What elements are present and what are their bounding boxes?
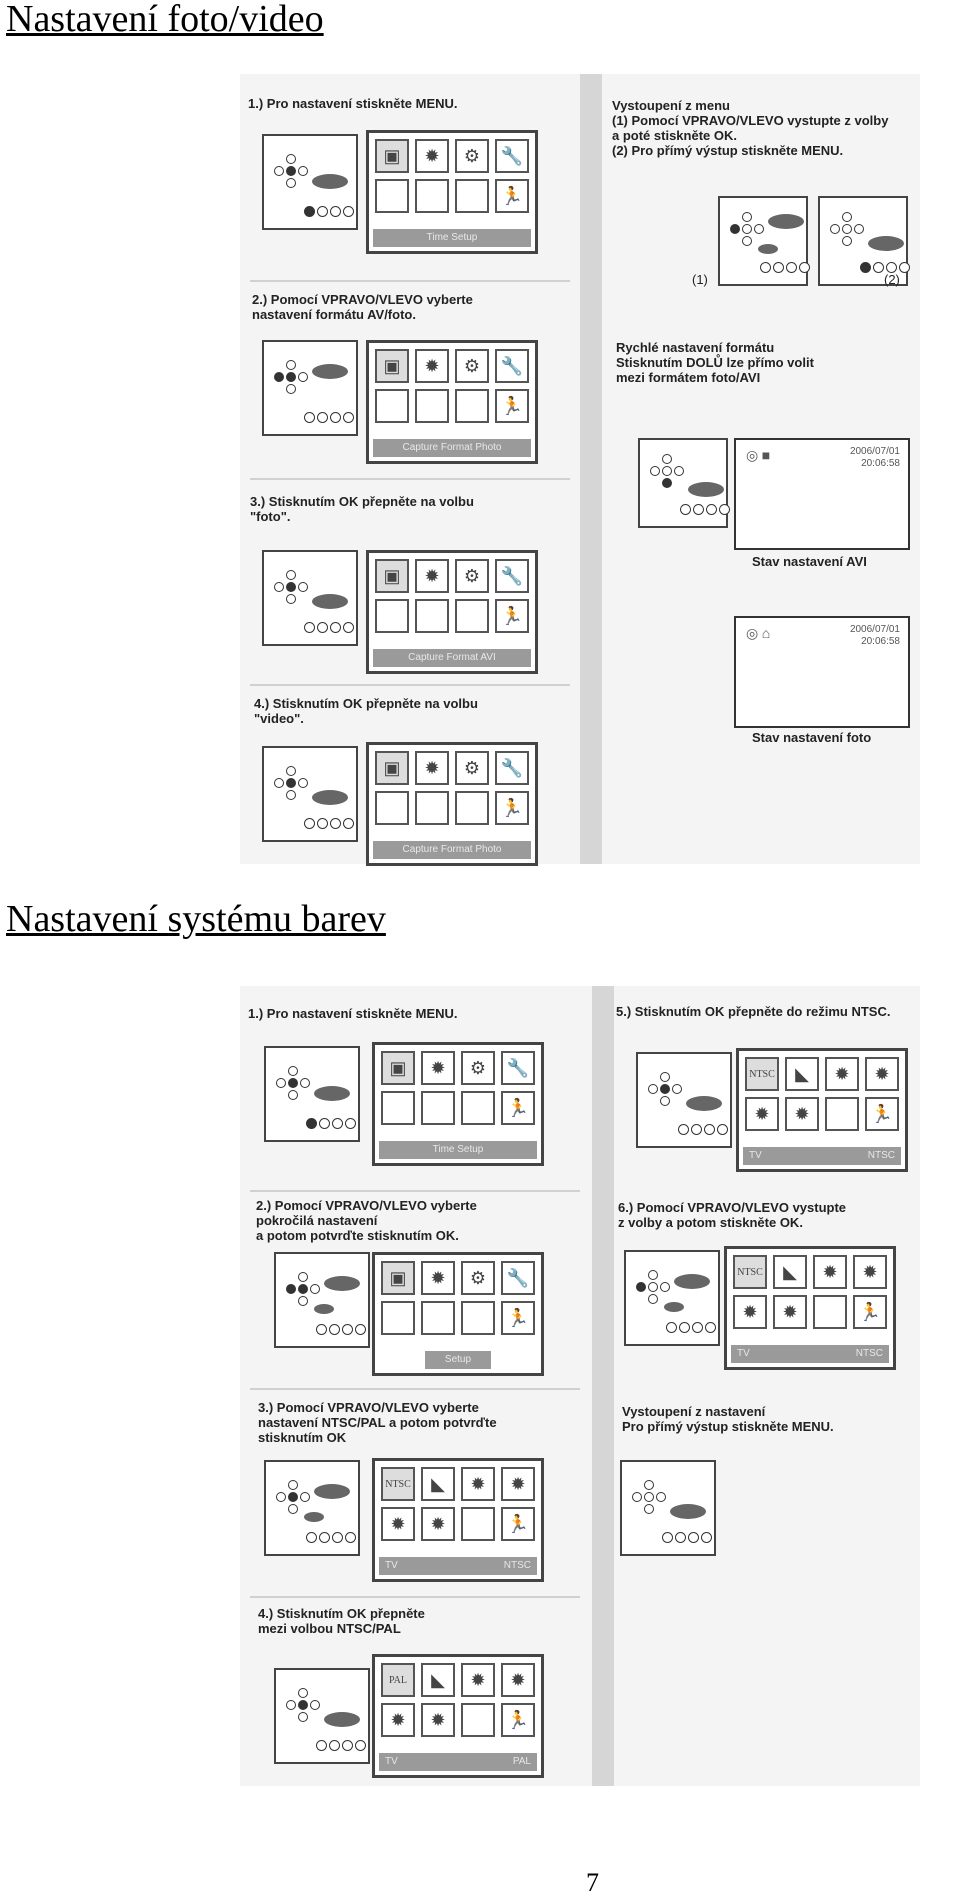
remote-control-icon [262,550,358,646]
menu-screen: ▣ ✹ ⚙ 🔧 🏃 Capture Format Photo [366,340,538,464]
menu-caption: Capture Format Photo [373,439,531,457]
menu-screen: ▣ ✹ ⚙ 🔧 🏃 Time Setup [366,130,538,254]
menu-caption: Capture Format Photo [373,841,531,859]
menu-screen: ▣ ✹ ⚙ 🔧 🏃 Capture Format AVI [366,550,538,674]
menu-caption: Time Setup [373,229,531,247]
menu-screen: NTSC ◣ ✹ ✹ ✹ ✹ 🏃 TV NTSC [724,1246,896,1370]
menu-status-bar [731,1345,889,1363]
menu-status-bar [379,1753,537,1771]
tv-label: TV [385,1560,398,1571]
avi-status-caption: Stav nastavení AVI [752,554,867,569]
photo-status-caption: Stav nastavení foto [752,730,872,745]
remote-control-icon [262,134,358,230]
color-step-3-text: 3.) Pomocí VPRAVO/VLEVO vyberte nastavení NTSC/PAL a potom potvrďte stisknutím OK [258,1400,497,1445]
remote-control-icon [620,1460,716,1556]
tv-label: TV [385,1756,398,1767]
section-title-color-system: Nastavení systému barev [6,898,386,940]
photo-mode-icon: ◎ ⌂ [746,627,771,642]
exit-settings-text: Vystoupení z nastavení Pro přímý výstup stiskněte MENU. [622,1404,834,1434]
menu-screen: ▣ ✹ ⚙ 🔧 🏃 Time Setup [372,1042,544,1166]
color-step-2-text: 2.) Pomocí VPRAVO/VLEVO vyberte pokročilá nastavení a potom potvrďte stisknutím OK. [256,1198,477,1243]
menu-screen: ▣ ✹ ⚙ 🔧 🏃 Capture Format Photo [366,742,538,866]
ntsc-tile: NTSC [745,1057,779,1091]
exit-menu-text: Vystoupení z menu (1) Pomocí VPRAVO/VLEVO vystupte z volby a poté stiskněte OK. (2) Pro přímý výstup stiskněte MENU. [612,98,889,158]
menu-caption: Time Setup [379,1141,537,1159]
system-label: NTSC [503,1560,531,1571]
section-title-photo-video: Nastavení foto/video [6,0,324,40]
step-4-text: 4.) Stisknutím OK přepněte na volbu "video". [254,696,478,726]
menu-caption: Setup [425,1351,491,1369]
menu-screen: PAL ◣ ✹ ✹ ✹ ✹ 🏃 TV PAL [372,1654,544,1778]
scan-panel-photo-video [240,74,920,864]
menu-screen: NTSC ◣ ✹ ✹ ✹ ✹ 🏃 TV NTSC [372,1458,544,1582]
scan-panel-color-system [240,986,920,1786]
screen-time: 20:06:58 [861,636,900,647]
remote-control-icon [718,196,808,286]
system-label: PAL [512,1756,531,1767]
system-label: NTSC [855,1348,883,1359]
color-step-6-text: 6.) Pomocí VPRAVO/VLEVO vystupte z volby a potom stiskněte OK. [618,1200,847,1230]
menu-status-bar [379,1557,537,1575]
system-label: NTSC [867,1150,895,1161]
remote-control-icon [274,1668,370,1764]
remote-control-icon [636,1052,732,1148]
color-step-4-text: 4.) Stisknutím OK přepněte mezi volbou NTSC/PAL [258,1606,425,1636]
quick-format-text: Rychlé nastavení formátu Stisknutím DOLŮ lze přímo volit mezi formátem foto/AVI [616,340,814,385]
screen-date: 2006/07/01 [849,624,900,635]
remote-control-icon [264,1046,360,1142]
remote-control-icon [262,746,358,842]
step-2-text: 2.) Pomocí VPRAVO/VLEVO vyberte nastavení formátu AV/foto. [252,292,473,322]
screen-date: 2006/07/01 [849,446,900,457]
label-1: (1) [692,272,708,287]
menu-screen: NTSC ◣ ✹ ✹ ✹ ✹ 🏃 TV NTSC [736,1048,908,1172]
tv-label: TV [737,1348,750,1359]
status-screen-avi [734,438,910,550]
remote-control-icon [264,1460,360,1556]
ntsc-tile: NTSC [733,1255,767,1289]
remote-control-icon [262,340,358,436]
remote-control-icon [274,1252,370,1348]
remote-control-icon [624,1250,720,1346]
pal-tile: PAL [381,1663,415,1697]
menu-caption: Capture Format AVI [373,649,531,667]
remote-control-icon [638,438,728,528]
menu-screen: ▣ ✹ ⚙ 🔧 🏃 Setup [372,1252,544,1376]
color-step-5-text: 5.) Stisknutím OK přepněte do režimu NTSC. [616,1004,891,1019]
page-number: 7 [586,1868,599,1897]
menu-status-bar [743,1147,901,1165]
label-2: (2) [884,272,900,287]
screen-time: 20:06:58 [861,458,900,469]
color-step-1-text: 1.) Pro nastavení stiskněte MENU. [248,1006,458,1021]
step-3-text: 3.) Stisknutím OK přepněte na volbu "foto". [250,494,474,524]
tv-label: TV [749,1150,762,1161]
video-mode-icon: ◎ ■ [746,449,771,464]
ntsc-tile: NTSC [381,1467,415,1501]
step-1-text: 1.) Pro nastavení stiskněte MENU. [248,96,458,111]
status-screen-photo [734,616,910,728]
